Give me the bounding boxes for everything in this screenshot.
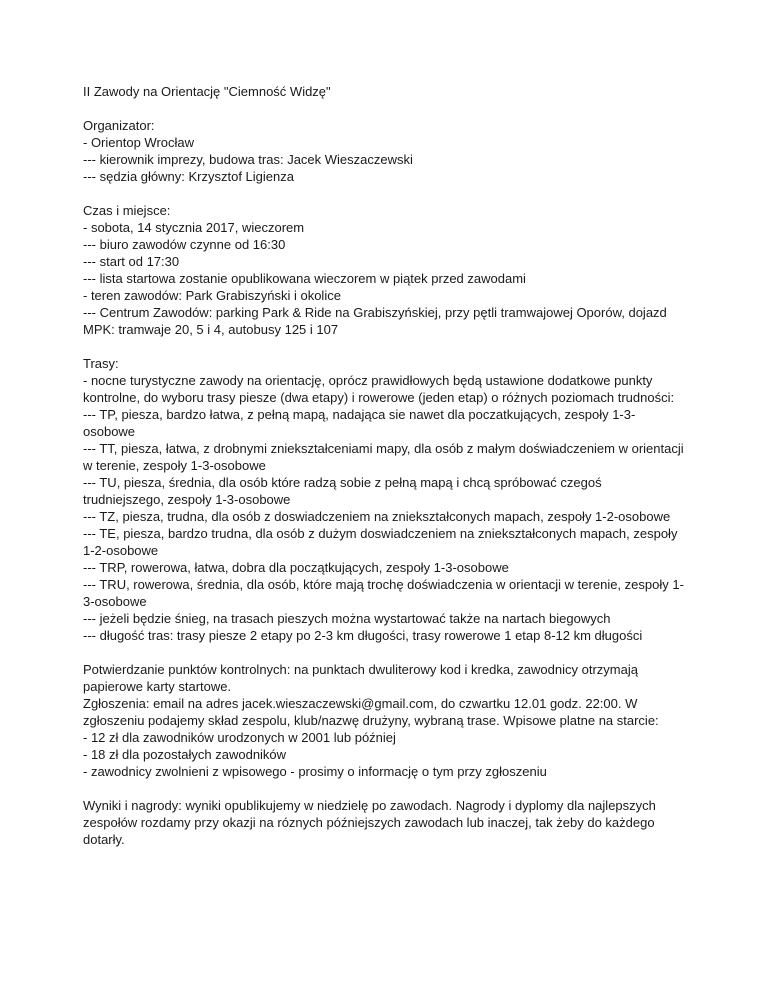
document-title: II Zawody na Orientację "Ciemność Widzę" bbox=[83, 84, 331, 99]
routes-line: - nocne turystyczne zawody na orientację, oprócz prawidłowych będą ustawione dodatkowe punkty kontrolne, do wyboru trasy piesze (dwa etapy) i rowerowe (jeden etap) o różnych poziomach trudności: bbox=[83, 373, 675, 405]
organizer-line: --- kierownik imprezy, budowa tras: Jacek Wieszaczewski bbox=[83, 152, 413, 167]
time-place-line: --- biuro zawodów czynne od 16:30 bbox=[83, 237, 286, 252]
organizer-line: --- sędzia główny: Krzysztof Ligienza bbox=[83, 169, 294, 184]
registration-line: - 12 zł dla zawodników urodzonych w 2001 lub później bbox=[83, 730, 396, 745]
routes-line: --- TU, piesza, średnia, dla osób które radzą sobie z pełną mapą i chcą spróbować czegoś trudniejszego, zespoły 1-3-osobowe bbox=[83, 475, 602, 507]
routes-heading: Trasy: bbox=[83, 356, 119, 371]
results-section bbox=[83, 797, 685, 848]
registration-line: Potwierdzanie punktów kontrolnych: na punktach dwuliterowy kod i kredka, zawodnicy otrzymają papierowe karty startowe. bbox=[83, 662, 638, 694]
time-place-heading: Czas i miejsce: bbox=[83, 203, 171, 218]
routes-line: --- jeżeli będzie śnieg, na trasach pieszych można wystartować także na nartach biegowych bbox=[83, 611, 611, 626]
time-place-line: --- Centrum Zawodów: parking Park & Ride na Grabiszyńskiej, przy pętli tramwajowej Oporów, dojazd MPK: tramwaje 20, 5 i 4, autobusy 125 i 107 bbox=[83, 305, 667, 337]
time-place-line: - sobota, 14 stycznia 2017, wieczorem bbox=[83, 220, 305, 235]
routes-line: --- TZ, piesza, trudna, dla osób z doswiadczeniem na zniekształconych mapach, zespoły 1-2-osobowe bbox=[83, 509, 671, 524]
document-page bbox=[83, 83, 685, 865]
registration-line: - zawodnicy zwolnieni z wpisowego - prosimy o informację o tym przy zgłoszeniu bbox=[83, 764, 547, 779]
title-block bbox=[83, 83, 685, 100]
routes-line: --- TRP, rowerowa, łatwa, dobra dla początkujących, zespoły 1-3-osobowe bbox=[83, 560, 509, 575]
routes-line: --- TP, piesza, bardzo łatwa, z pełną mapą, nadająca sie nawet dla poczatkujących, zespoły 1-3-osobowe bbox=[83, 407, 636, 439]
time-place-line: --- start od 17:30 bbox=[83, 254, 180, 269]
registration-line: - 18 zł dla pozostałych zawodników bbox=[83, 747, 287, 762]
routes-section bbox=[83, 355, 685, 644]
routes-line: --- TT, piesza, łatwa, z drobnymi zniekształceniami mapy, dla osób z małym doświadczeniem w orientacji w terenie, zespoły 1-3-osobowe bbox=[83, 441, 684, 473]
registration-section bbox=[83, 661, 685, 780]
time-place-line: - teren zawodów: Park Grabiszyński i okolice bbox=[83, 288, 341, 303]
registration-line: Zgłoszenia: email na adres jacek.wieszaczewski@gmail.com, do czwartku 12.01 godz. 22:00. W zgłoszeniu podajemy skład zespolu, klub/nazwę drużyny, wybraną trase. Wpisowe platne na starcie: bbox=[83, 696, 659, 728]
results-line: Wyniki i nagrody: wyniki opublikujemy w niedzielę po zawodach. Nagrody i dyplomy dla najlepszych zespołów rozdamy przy okazji na róznych późniejszych zawodach lub inaczej, tak żeby do każdego dotarły. bbox=[83, 798, 656, 847]
time-place-section bbox=[83, 202, 685, 338]
routes-line: --- TE, piesza, bardzo trudna, dla osób z dużym doswiadczeniem na zniekształconych mapach, zespoły 1-2-osobowe bbox=[83, 526, 678, 558]
organizer-section bbox=[83, 117, 685, 185]
organizer-line: - Orientop Wrocław bbox=[83, 135, 195, 150]
routes-line: --- długość tras: trasy piesze 2 etapy po 2-3 km długości, trasy rowerowe 1 etap 8-12 km długości bbox=[83, 628, 643, 643]
routes-line: --- TRU, rowerowa, średnia, dla osób, które mają trochę doświadczenia w orientacji w terenie, zespoły 1-3-osobowe bbox=[83, 577, 684, 609]
organizer-heading: Organizator: bbox=[83, 118, 155, 133]
time-place-line: --- lista startowa zostanie opublikowana wieczorem w piątek przed zawodami bbox=[83, 271, 526, 286]
